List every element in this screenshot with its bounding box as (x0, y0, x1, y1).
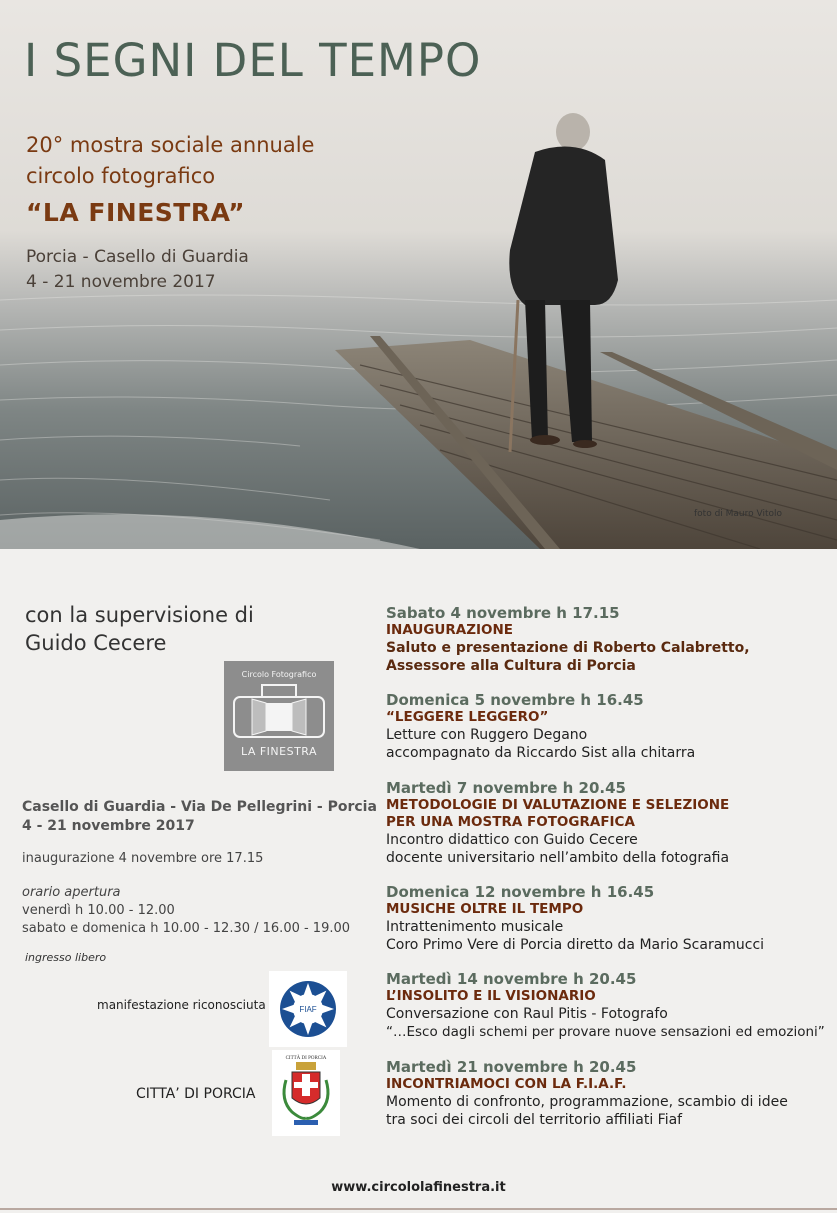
porcia-crest-logo (272, 1050, 340, 1136)
photo-credit: foto di Mauro Vitolo (694, 509, 783, 519)
event-line: Momento di confronto, programmazione, scambio di idee (386, 1094, 788, 1110)
edition-text: 20° mostra sociale annuale (26, 133, 315, 157)
venue-block (22, 798, 377, 836)
event-line: Coro Primo Vere di Porcia diretto da Mario Scaramucci (386, 937, 765, 953)
exhibition-title: I SEGNI DEL TEMPO (24, 34, 482, 87)
club-name: “LA FINESTRA” (26, 198, 246, 227)
event-title: L’INSOLITO E IL VISIONARIO (386, 988, 596, 1004)
event-line: tra soci dei circoli del territorio affiliati Fiaf (386, 1112, 683, 1128)
weekday-hours: venerdì h 10.00 - 12.00 (22, 903, 175, 918)
event-line: “…Esco dagli schemi per provare nuove sensazioni ed emozioni” (386, 1024, 825, 1040)
opening-hours (22, 884, 350, 938)
event-date: Sabato 4 novembre h 17.15 (386, 604, 620, 622)
event-line: Intrattenimento musicale (386, 919, 564, 935)
event-title: METODOLOGIE DI VALUTAZIONE E SELEZIONE (386, 797, 730, 813)
hero-place: Porcia - Casello di Guardia (26, 247, 249, 267)
supervision-label: con la supervisione di (25, 603, 254, 627)
weekend-hours: sabato e domenica h 10.00 - 12.30 / 16.00 - 19.00 (22, 921, 351, 936)
event-item (386, 883, 764, 954)
event-line: Conversazione con Raul Pitis - Fotografo (386, 1006, 668, 1022)
event-date: Domenica 5 novembre h 16.45 (386, 691, 644, 709)
supervisor-name: Guido Cecere (25, 631, 167, 655)
city-label: CITTA’ DI PORCIA (136, 1086, 256, 1102)
recognized-label: manifestazione riconosciuta (97, 998, 266, 1012)
event-date: Martedì 7 novembre h 20.45 (386, 779, 626, 797)
opening-label: orario apertura (22, 885, 121, 900)
event-date: Martedì 21 novembre h 20.45 (386, 1058, 637, 1076)
event-line: Incontro didattico con Guido Cecere (386, 832, 638, 848)
free-entry: ingresso libero (25, 951, 107, 964)
event-line: Saluto e presentazione di Roberto Calabretto, (386, 640, 750, 656)
hero-photo (0, 0, 837, 549)
supervision-block (25, 601, 254, 657)
event-line: Assessore alla Cultura di Porcia (386, 658, 636, 674)
website-link[interactable]: www.circololafinestra.it (331, 1180, 506, 1195)
logo-bottom-text: LA FINESTRA (240, 745, 318, 758)
event-line: accompagnato da Riccardo Sist alla chitarra (386, 745, 696, 761)
event-item (386, 970, 825, 1041)
event-title: INAUGURAZIONE (386, 622, 514, 638)
event-item (386, 779, 729, 867)
event-title-line2: PER UNA MOSTRA FOTOGRAFICA (386, 814, 635, 830)
event-title: “LEGGERE LEGGERO” (386, 709, 549, 725)
event-item (386, 691, 695, 762)
club-text: circolo fotografico (26, 164, 216, 188)
venue-address: Casello di Guardia - Via De Pellegrini - Porcia (22, 799, 377, 815)
event-date: Domenica 12 novembre h 16.45 (386, 883, 655, 901)
event-line: Letture con Ruggero Degano (386, 727, 588, 743)
event-title: INCONTRIAMOCI CON LA F.I.A.F. (386, 1076, 627, 1092)
inauguration-info: inaugurazione 4 novembre ore 17.15 (22, 851, 264, 866)
hero-dates: 4 - 21 novembre 2017 (26, 272, 216, 292)
venue-dates: 4 - 21 novembre 2017 (22, 818, 195, 834)
event-item (386, 1058, 788, 1129)
event-line: docente universitario nell’ambito della fotografia (386, 850, 730, 866)
event-item (386, 604, 750, 675)
event-date: Martedì 14 novembre h 20.45 (386, 970, 637, 988)
event-title: MUSICHE OLTRE IL TEMPO (386, 901, 584, 917)
fiaf-text: FIAF (299, 1005, 317, 1014)
logo-top-text: Circolo Fotografico (241, 670, 317, 679)
window-icon (232, 683, 326, 741)
la-finestra-logo (224, 661, 334, 771)
crest-text: CITTÀ DI PORCIA (285, 1056, 327, 1061)
bottom-divider (0, 1208, 837, 1210)
fiaf-logo (269, 971, 347, 1047)
